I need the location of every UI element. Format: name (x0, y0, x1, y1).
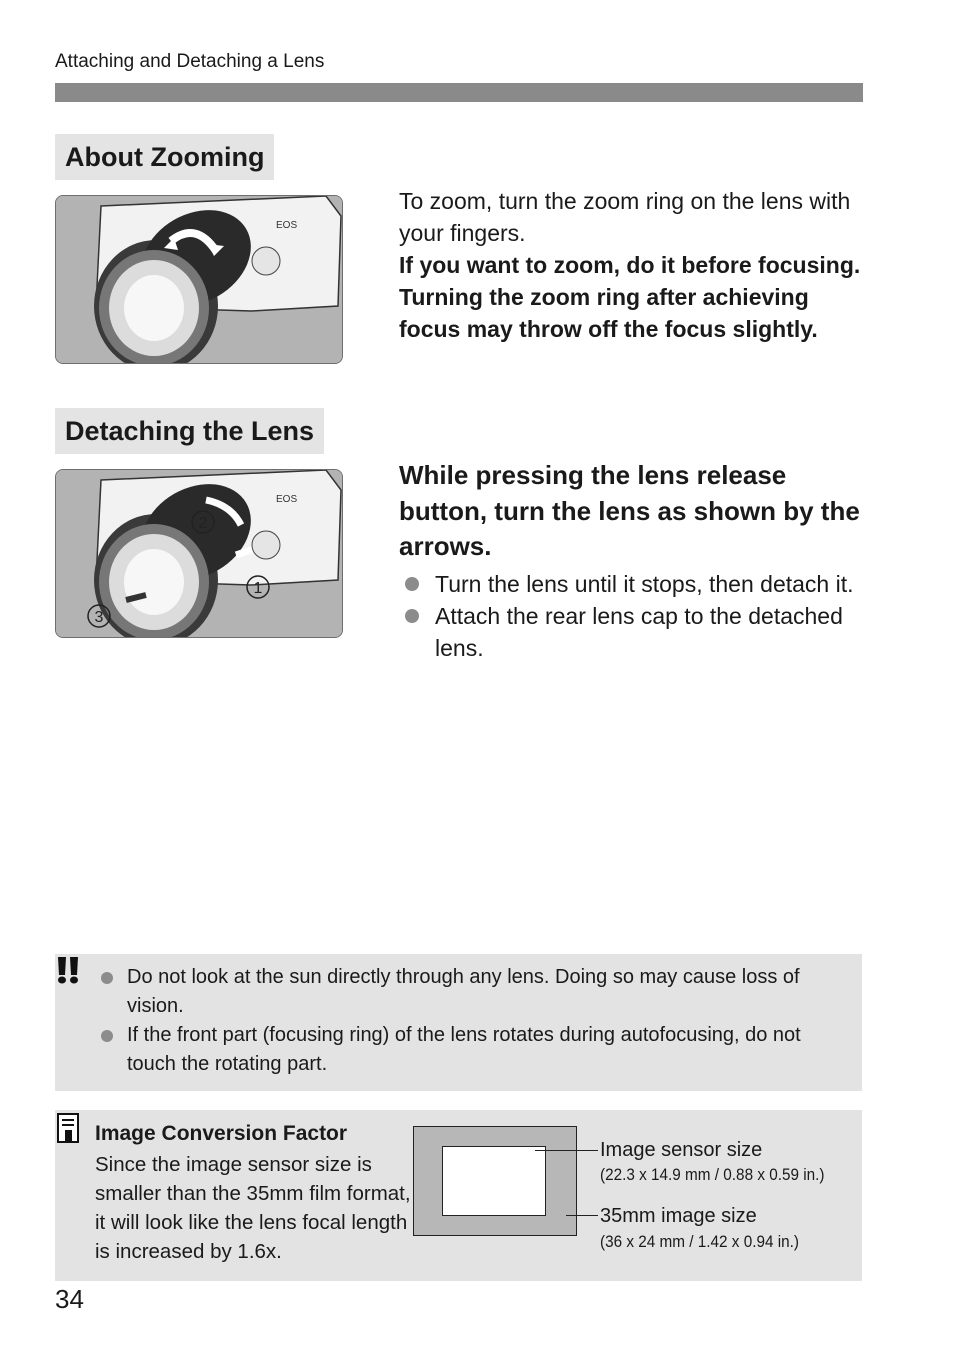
section-heading-detaching: Detaching the Lens (55, 408, 324, 454)
page-number: 34 (55, 1284, 84, 1314)
sensor-label: Image sensor size (600, 1139, 763, 1161)
zooming-warning: If you want to zoom, do it before focusing. Turning the zoom ring after achieving focus may throw off the focus slightly. (399, 252, 861, 342)
conversion-note-box (55, 1110, 862, 1281)
film-frame-diagram (413, 1126, 577, 1236)
zoom-ring-photo (55, 195, 343, 364)
note-icon (57, 1113, 81, 1145)
sensor-frame (442, 1146, 546, 1216)
list-item: If the front part (focusing ring) of the lens rotates during autofocusing, do not touch the rotating part. (55, 1021, 855, 1079)
film-dims: (36 x 24 mm / 1.42 x 0.94 in.) (600, 1232, 799, 1251)
film-leader-line (566, 1215, 598, 1216)
svg-text:EOS: EOS (276, 494, 298, 505)
svg-text:2: 2 (198, 515, 208, 532)
section-heading-zooming: About Zooming (55, 134, 274, 180)
list-item: Attach the rear lens cap to the detached lens. (399, 600, 861, 664)
list-item: Do not look at the sun directly through any lens. Doing so may cause loss of vision. (55, 963, 855, 1021)
svg-text:1: 1 (253, 580, 263, 597)
list-item: Turn the lens until it stops, then detach it. (399, 568, 861, 600)
detach-lens-photo (55, 469, 343, 638)
bullet-dot (405, 577, 419, 591)
caution-box (55, 954, 862, 1091)
film-label: 35mm image size (600, 1205, 757, 1227)
header-bar (55, 83, 863, 102)
sensor-dims: (22.3 x 14.9 mm / 0.88 x 0.59 in.) (600, 1165, 825, 1184)
detach-bullets (399, 568, 861, 664)
svg-text:EOS: EOS (276, 220, 298, 231)
sensor-leader-line (535, 1150, 598, 1151)
conversion-title: Image Conversion Factor (95, 1122, 348, 1145)
bullet-dot (101, 972, 113, 984)
bullet-dot (405, 609, 419, 623)
bullet-dot (101, 1030, 113, 1042)
zooming-intro: To zoom, turn the zoom ring on the lens with your fingers. (399, 188, 851, 246)
detach-instruction: While pressing the lens release button, turn the lens as shown by the arrows. (399, 460, 860, 561)
running-header: Attaching and Detaching a Lens (55, 51, 325, 72)
conversion-text: Since the image sensor size is smaller than the 35mm film format, it will look like the lens focal length is increased by 1.6x. (95, 1153, 411, 1263)
caution-list (55, 963, 855, 1079)
svg-text:3: 3 (94, 609, 104, 626)
